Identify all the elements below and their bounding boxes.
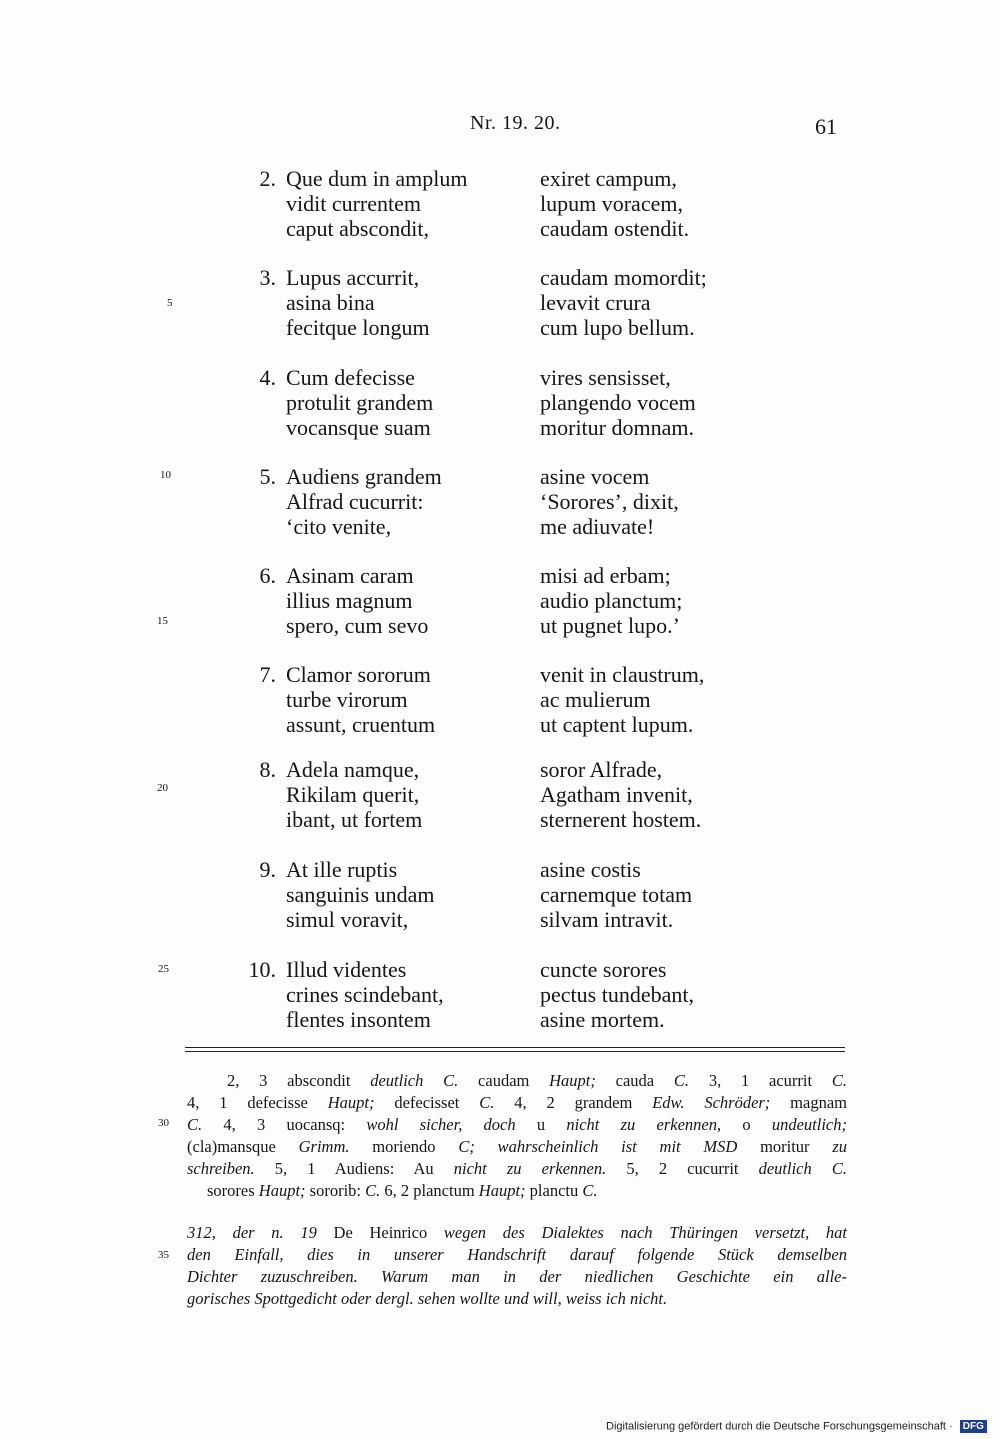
note-text: cauda — [595, 1071, 674, 1090]
verse-line: plangendo vocem — [540, 390, 696, 415]
note-italic: C; wahrscheinlich ist mit MSD — [458, 1137, 738, 1156]
commentary — [187, 1222, 847, 1310]
margin-line-number: 20 — [157, 782, 168, 794]
divider-rule — [185, 1051, 845, 1052]
verse-line: Que dum in amplum — [286, 166, 468, 191]
verse-line: audio planctum; — [540, 588, 683, 613]
verse-line: Lupus accurrit, — [286, 265, 420, 290]
verse-line: Cum defecisse — [286, 365, 415, 390]
margin-line-number: 5 — [167, 297, 173, 309]
stanza-number: 7. — [259, 662, 276, 687]
verse-line: moritur domnam. — [540, 415, 694, 440]
note-text: sorores — [207, 1181, 259, 1200]
stanza-number: 10. — [248, 957, 276, 982]
verse-line: pectus tundebant, — [540, 982, 694, 1007]
margin-line-number: 10 — [160, 469, 171, 481]
credit-text: Digitalisierung gefördert durch die Deutsche Forschungsgemeinschaft · — [606, 1420, 953, 1433]
apparatus-line — [187, 1180, 847, 1202]
note-italic: C. — [673, 1071, 690, 1090]
commentary-text: wegen des Dialektes nach Thüringen versetzt, hat — [443, 1223, 847, 1242]
commentary-line: gorisches Spottgedicht oder dergl. sehen wollte und will, weiss ich nicht. — [187, 1289, 668, 1308]
note-italic: undeutlich; — [771, 1115, 847, 1134]
note-italic: C. — [365, 1181, 381, 1200]
verse-line: Audiens grandem — [286, 464, 442, 489]
verse-line: turbe virorum — [286, 687, 408, 712]
verse-line: asina bina — [286, 290, 375, 315]
note-text: moriendo — [349, 1137, 459, 1156]
verse-line: venit in claustrum, — [540, 662, 705, 687]
margin-line-number: 35 — [158, 1249, 169, 1261]
note-text: (cla)mansque — [187, 1137, 299, 1156]
note-italic: Haupt; — [327, 1093, 375, 1112]
verse-line: fecitque longum — [286, 315, 430, 340]
commentary-line — [187, 1222, 847, 1244]
commentary-text: 312, der n. 19 — [187, 1223, 317, 1242]
note-italic: Haupt; — [549, 1071, 596, 1090]
apparatus-line — [187, 1070, 847, 1092]
verse-line: levavit crura — [540, 290, 651, 315]
stanza-4 — [0, 365, 1000, 441]
page-header — [0, 112, 1000, 142]
running-head: Nr. 19. 20. — [470, 112, 561, 134]
verse-line: sternerent hostem. — [540, 807, 702, 832]
verse-line: caput abscondit, — [286, 216, 429, 241]
note-italic: nicht zu erkennen, — [566, 1115, 722, 1134]
verse-line: exiret campum, — [540, 166, 677, 191]
verse-line: vocansque suam — [286, 415, 431, 440]
stanza-3 — [0, 265, 1000, 341]
note-italic: Haupt; — [478, 1181, 526, 1200]
verse-line: flentes insontem — [286, 1007, 431, 1032]
note-italic: C. — [187, 1115, 203, 1134]
commentary-line: Dichter zuzuschreiben. Warum man in der niedlichen Geschichte ein alle- — [187, 1267, 847, 1286]
note-text: 6, 2 planctum — [380, 1181, 479, 1200]
verse-line: ‘cito venite, — [286, 514, 392, 539]
stanza-number: 2. — [259, 166, 276, 191]
note-text: 3, 1 acurrit — [689, 1071, 832, 1090]
verse-line: sanguinis undam — [286, 882, 435, 907]
note-text: defecisset — [374, 1093, 480, 1112]
verse-line: soror Alfrade, — [540, 757, 663, 782]
note-text: 4, 2 grandem — [494, 1093, 653, 1112]
verse-line: spero, cum sevo — [286, 613, 429, 638]
note-italic: C. — [582, 1181, 598, 1200]
note-italic: nicht zu erkennen. — [453, 1159, 607, 1178]
stanza-number: 3. — [259, 265, 276, 290]
note-text: moritur — [737, 1137, 833, 1156]
note-italic: zu — [832, 1137, 847, 1156]
digitization-credit — [606, 1420, 996, 1436]
note-italic: C. — [831, 1071, 847, 1090]
stanza-10 — [0, 957, 1000, 1033]
verse-line: ut captent lupum. — [540, 712, 694, 737]
stanza-2 — [0, 166, 1000, 242]
verse-line: crines scindebant, — [286, 982, 444, 1007]
verse-line: ‘Sorores’, dixit, — [540, 489, 679, 514]
stanza-8 — [0, 757, 1000, 833]
note-text: planctu — [525, 1181, 583, 1200]
note-italic: Haupt; — [258, 1181, 306, 1200]
note-italic: C. — [479, 1093, 495, 1112]
critical-apparatus — [187, 1070, 847, 1202]
verse-line: vires sensisset, — [540, 365, 671, 390]
note-italic: deutlich C. — [758, 1159, 847, 1178]
verse-line: caudam momordit; — [540, 265, 707, 290]
stanza-number: 6. — [259, 563, 276, 588]
verse-line: cuncte sorores — [540, 957, 667, 982]
verse-line: asine mortem. — [540, 1007, 665, 1032]
note-text: caudam — [458, 1071, 550, 1090]
stanza-9 — [0, 857, 1000, 933]
verse-line: assunt, cruentum — [286, 712, 436, 737]
note-italic: schreiben. — [187, 1159, 255, 1178]
apparatus-line — [187, 1136, 847, 1158]
verse-line: ibant, ut fortem — [286, 807, 423, 832]
note-text: u — [515, 1115, 567, 1134]
verse-line: Alfrad cucurrit: — [286, 489, 424, 514]
stanza-7 — [0, 662, 1000, 738]
stanza-number: 8. — [259, 757, 276, 782]
note-text: 5, 1 Audiens: Au — [254, 1159, 454, 1178]
verse-line: ut pugnet lupo.’ — [540, 613, 680, 638]
verse-line: simul voravit, — [286, 907, 409, 932]
note-italic: deutlich C. — [370, 1071, 459, 1090]
verse-line: cum lupo bellum. — [540, 315, 695, 340]
verse-line: Asinam caram — [286, 563, 414, 588]
note-text: 4, 1 defecisse — [187, 1093, 328, 1112]
verse-line: Agatham invenit, — [540, 782, 693, 807]
margin-line-number: 15 — [157, 615, 168, 627]
verse-line: vidit currentem — [286, 191, 422, 216]
verse-line: Clamor sororum — [286, 662, 431, 687]
note-text: magnam — [770, 1093, 847, 1112]
commentary-upright: De Heinrico — [316, 1223, 444, 1242]
note-italic: wohl sicher, doch — [366, 1115, 516, 1134]
page-number: 61 — [815, 114, 837, 139]
verse-line: Rikilam querit, — [286, 782, 420, 807]
verse-line: asine vocem — [540, 464, 650, 489]
margin-line-number: 25 — [158, 963, 169, 975]
apparatus-line — [187, 1114, 847, 1136]
note-italic: Grimm. — [298, 1137, 350, 1156]
verse-line: silvam intravit. — [540, 907, 674, 932]
verse-line: lupum voracem, — [540, 191, 683, 216]
stanza-number: 4. — [259, 365, 276, 390]
verse-line: Illud videntes — [286, 957, 407, 982]
verse-line: At ille ruptis — [286, 857, 398, 882]
verse-line: asine costis — [540, 857, 641, 882]
stanza-number: 9. — [259, 857, 276, 882]
verse-line: misi ad erbam; — [540, 563, 671, 588]
stanza-6 — [0, 563, 1000, 639]
dfg-logo-icon: DFG — [960, 1420, 987, 1433]
note-italic: Edw. Schröder; — [652, 1093, 771, 1112]
verse-line: illius magnum — [286, 588, 413, 613]
margin-line-number: 30 — [158, 1117, 169, 1129]
verse-line: caudam ostendit. — [540, 216, 690, 241]
note-text: 5, 2 cucurrit — [606, 1159, 759, 1178]
commentary-line: den Einfall, dies in unserer Handschrift darauf folgende Stück demselben — [187, 1245, 847, 1264]
verse-line: Adela namque, — [286, 757, 420, 782]
stanza-5 — [0, 464, 1000, 540]
stanza-number: 5. — [259, 464, 276, 489]
note-text: o — [721, 1115, 772, 1134]
apparatus-line — [187, 1158, 847, 1180]
verse-line: me adiuvate! — [540, 514, 655, 539]
verse-line: carnemque totam — [540, 882, 693, 907]
divider-rule — [185, 1047, 845, 1048]
note-text: 2, 3 abscondit — [227, 1071, 371, 1090]
note-text: sororib: — [305, 1181, 366, 1200]
apparatus-line — [187, 1092, 847, 1114]
verse-line: protulit grandem — [286, 390, 434, 415]
verse-line: ac mulierum — [540, 687, 651, 712]
note-text: 4, 3 uocansq: — [202, 1115, 367, 1134]
